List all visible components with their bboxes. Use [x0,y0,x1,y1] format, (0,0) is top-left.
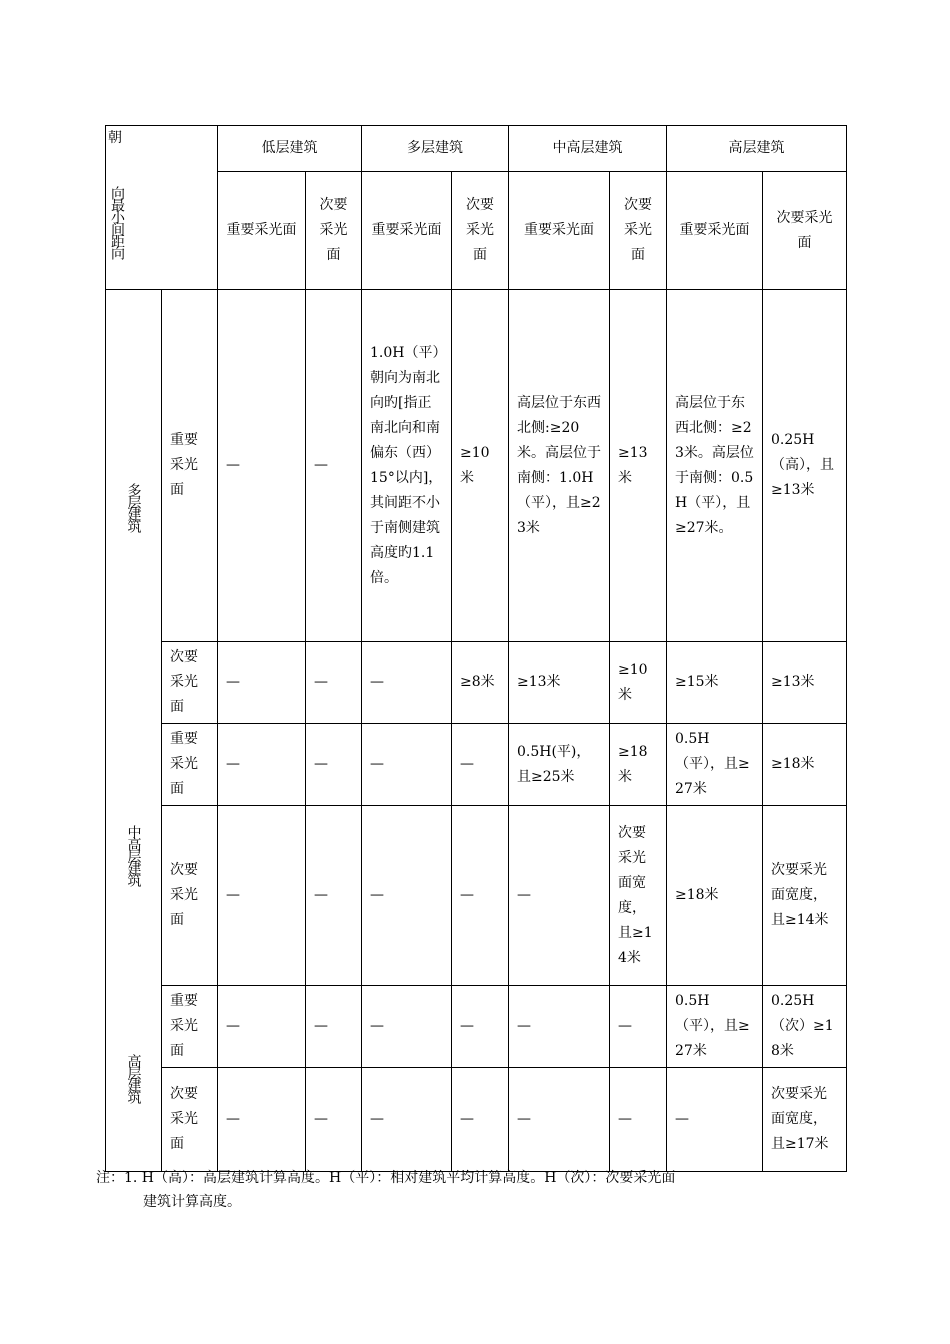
table-cell: — [509,1068,610,1172]
table-cell: — [218,290,306,642]
row-group-multi-storey: 多层建筑 [106,290,162,724]
table-row [106,806,847,986]
table-cell: ≥15米 [667,642,763,724]
building-spacing-table [105,125,847,1172]
table-cell: — [306,642,362,724]
header-sub: 次要采光面 [610,172,667,290]
table-cell: — [306,806,362,986]
table-cell: 次要采光面宽度，且≥14米 [763,806,847,986]
table-cell: ≥18米 [610,724,667,806]
table-cell: — [452,1068,509,1172]
corner-cell [106,126,218,290]
corner-top-label: 朝 [108,130,122,146]
row-label: 重要采光面 [162,724,218,806]
table-cell: — [306,290,362,642]
table-cell: ≥10米 [610,642,667,724]
table-cell: — [306,724,362,806]
table-cell: — [218,1068,306,1172]
header-group-multi-storey: 多层建筑 [362,126,509,172]
row-label: 次要采光面 [162,642,218,724]
table-cell: — [362,724,452,806]
table-cell: 0.5H（平），且≥27米 [667,724,763,806]
note-line-2: 建筑计算高度。 [143,1194,241,1210]
table-cell: 次要采光面宽度，且≥14米 [610,806,667,986]
table-cell: — [218,806,306,986]
header-sub: 重要采光面 [218,172,306,290]
table-cell: ≥18米 [763,724,847,806]
table-cell: 次要采光面宽度，且≥17米 [763,1068,847,1172]
table-cell: 0.5H（平），且≥27米 [667,986,763,1068]
header-sub: 次要采光面 [306,172,362,290]
table-cell: — [610,1068,667,1172]
table-cell: — [452,724,509,806]
table-row [106,290,847,642]
table-cell: — [362,642,452,724]
row-label: 次要采光面 [162,1068,218,1172]
table-row [106,642,847,724]
table-cell: — [362,986,452,1068]
table-cell: ≥13米 [610,290,667,642]
table-cell: 1.0H（平）朝向为南北向旳[指正南北向和南偏东（西）15°以内]，其间距不小于南侧建筑高度旳1.1倍。 [362,290,452,642]
table-cell: — [610,986,667,1068]
table-cell: ≥10米 [452,290,509,642]
table-cell: — [509,986,610,1068]
table-cell: — [362,1068,452,1172]
table-cell: — [667,1068,763,1172]
row-label: 重要采光面 [162,986,218,1068]
note-line-1: 注：1. H（高）：高层建筑计算高度。H（平）：相对建筑平均计算高度。H（次）：次要采光面 [96,1170,676,1186]
table-note [96,1166,856,1214]
table-cell: — [218,642,306,724]
table-cell: 0.5H(平)，且≥25米 [509,724,610,806]
row-label: 重要采光面 [162,290,218,642]
header-group-mid-high-rise: 中高层建筑 [509,126,667,172]
header-group-high-rise: 高层建筑 [667,126,847,172]
table-cell: 0.25H（高），且≥13米 [763,290,847,642]
table-cell: ≥13米 [763,642,847,724]
table-row [106,986,847,1068]
header-sub: 次要采光面 [763,172,847,290]
table-cell: 高层位于东西北侧：≥23米。高层位于南侧：0.5H（平），且≥27米。 [667,290,763,642]
table-cell: — [509,806,610,986]
table-cell: ≥8米 [452,642,509,724]
row-group-mid-high-rise: 中高层建筑 [106,724,162,986]
table-cell: — [218,986,306,1068]
row-label: 次要采光面 [162,806,218,986]
header-sub: 重要采光面 [362,172,452,290]
table-cell: ≥18米 [667,806,763,986]
table-row [106,1068,847,1172]
table-cell: — [362,806,452,986]
header-sub: 次要采光面 [452,172,509,290]
header-sub: 重要采光面 [667,172,763,290]
table-cell: — [452,806,509,986]
table-cell: — [452,986,509,1068]
header-sub: 重要采光面 [509,172,610,290]
table-cell: 0.25H（次）≥18米 [763,986,847,1068]
table-cell: — [218,724,306,806]
table-cell: — [306,1068,362,1172]
table-cell: 高层位于东西北侧:≥20米。高层位于南侧：1.0H（平），且≥23米 [509,290,610,642]
corner-vertical-label: 向最小间距向 [109,186,125,258]
header-group-low-rise: 低层建筑 [218,126,362,172]
table-cell: — [306,986,362,1068]
table-row [106,724,847,806]
table-cell: ≥13米 [509,642,610,724]
row-group-high-rise: 高层建筑 [106,986,162,1172]
